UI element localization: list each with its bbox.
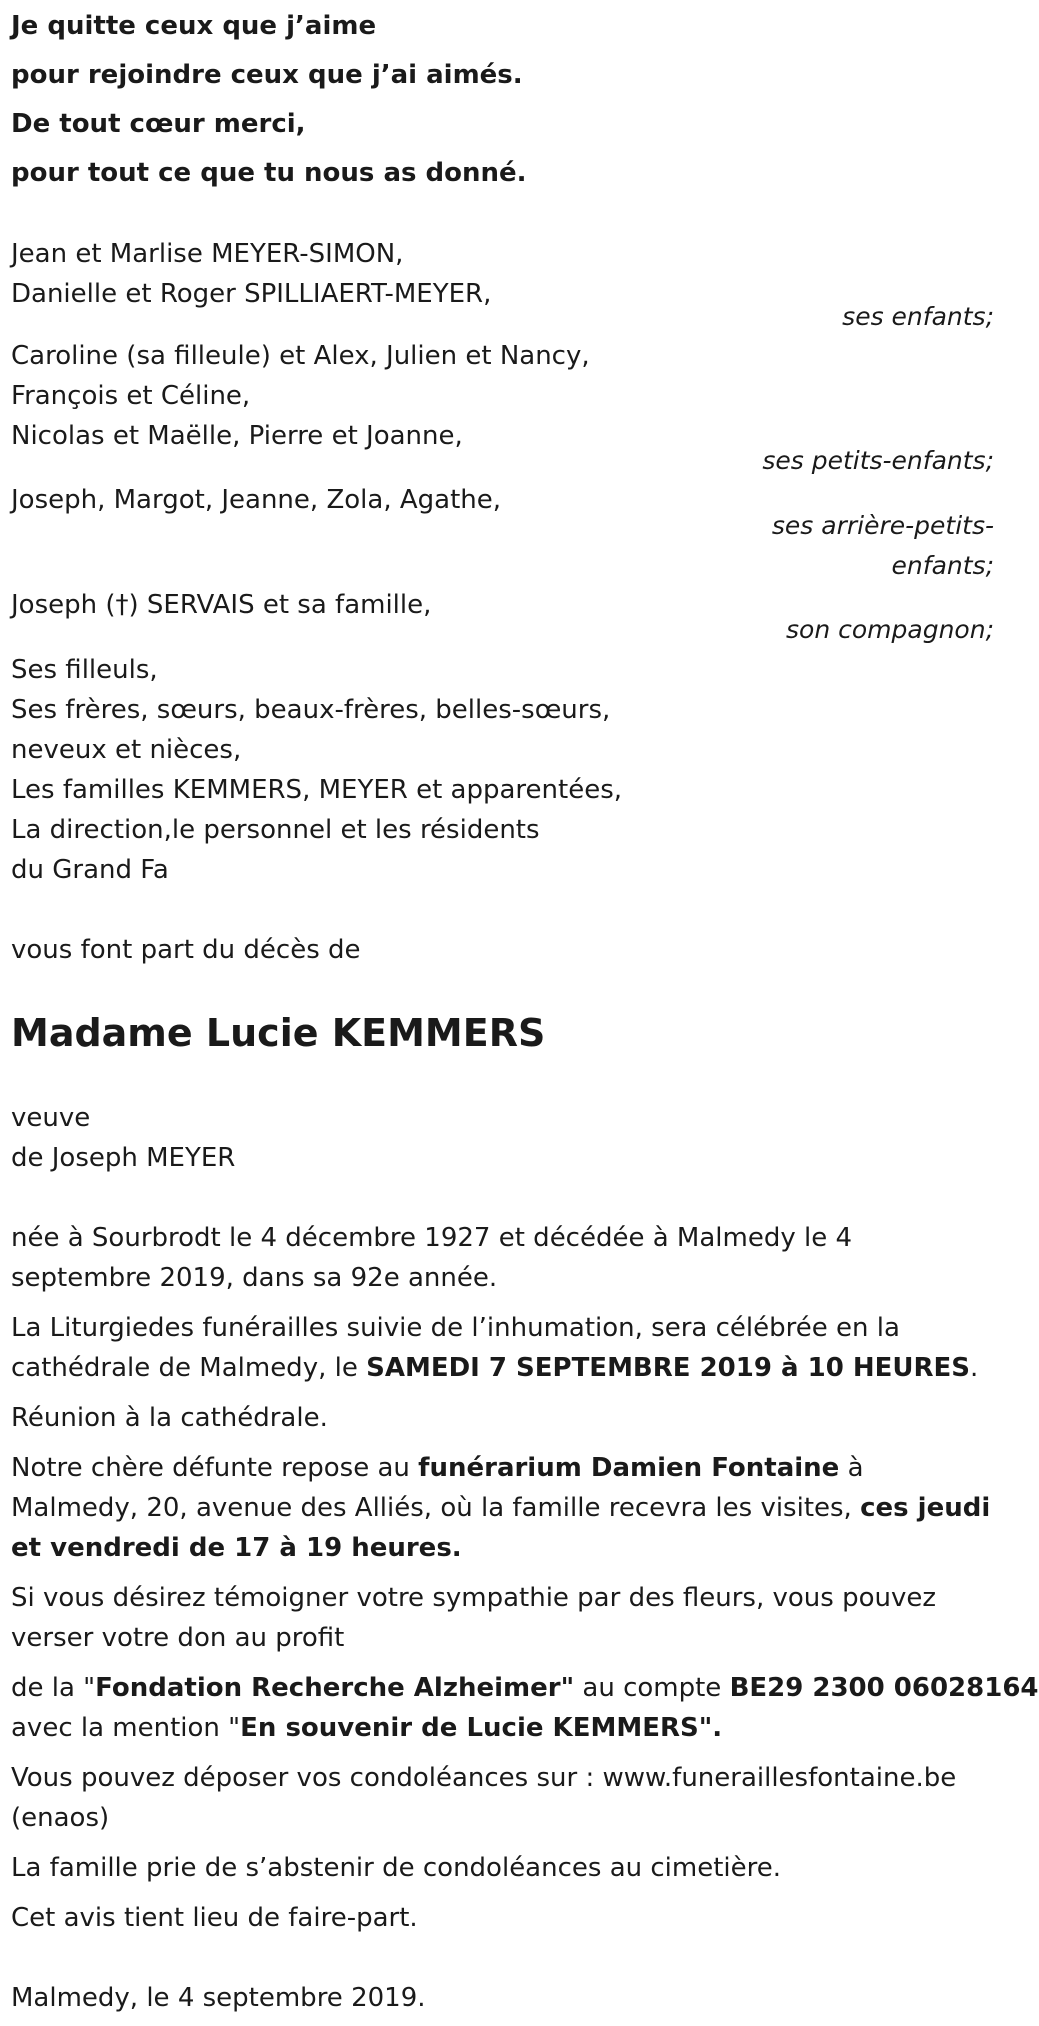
reunion-paragraph: Réunion à la cathédrale. [11, 1403, 328, 1433]
liturgy-text: La Liturgiedes funérailles suivie de l’inhumation, sera célébrée en la cathédrale de Malmedy, le [11, 1313, 900, 1383]
visit-times: ces jeudi et vendredi de 17 à 19 heures. [11, 1493, 991, 1563]
others-line-5: La direction,le personnel et les résidents [11, 815, 540, 845]
grandchildren-relation: ses petits-enfants; [762, 446, 994, 475]
liturgy-end: . [969, 1353, 979, 1383]
children-name-2: Danielle et Roger SPILLIAERT-MEYER, [11, 279, 492, 309]
liturgy-paragraph [11, 1308, 996, 1388]
others-line-6: du Grand Fa [11, 855, 169, 885]
great-grandchildren-names: Joseph, Margot, Jeanne, Zola, Agathe, [11, 485, 502, 515]
liturgy-date: SAMEDI 7 SEPTEMBRE 2019 à 10 HEURES [366, 1353, 970, 1383]
rest-text-1: Notre chère défunte repose au [11, 1453, 419, 1483]
widow-line-2: de Joseph MEYER [11, 1143, 236, 1173]
birth-death-paragraph: née à Sourbrodt le 4 décembre 1927 et décédée à Malmedy le 4 septembre 2019, dans sa 92e année. [11, 1223, 853, 1293]
account-number: BE29 2300 06028164 [729, 1673, 1039, 1703]
fund-text-2: au compte [574, 1673, 730, 1703]
rest-text-2: à Malmedy, 20, avenue des Alliés, où la famille recevra les visites, [11, 1453, 864, 1523]
others-line-1: Ses filleuls, [11, 655, 158, 685]
notice-paragraph: Cet avis tient lieu de faire-part. [11, 1903, 418, 1933]
others-line-3: neveux et nièces, [11, 735, 242, 765]
grandchildren-name-3: Nicolas et Maëlle, Pierre et Joanne, [11, 421, 463, 451]
great-grandchildren-relation-line2: enfants; [891, 551, 994, 580]
rest-paragraph [11, 1448, 996, 1568]
poem-line-4: pour tout ce que tu nous as donné. [11, 158, 527, 188]
deceased-name: Madame Lucie KEMMERS [11, 1011, 546, 1055]
companion-name: Joseph (†) SERVAIS et sa famille, [11, 590, 432, 620]
others-line-4: Les familles KEMMERS, MEYER et apparentées, [11, 775, 623, 805]
companion-relation: son compagnon; [786, 615, 994, 644]
fund-mention: En souvenir de Lucie KEMMERS". [240, 1713, 723, 1743]
others-line-2: Ses frères, sœurs, beaux-frères, belles-sœurs, [11, 695, 611, 725]
widow-line-1: veuve [11, 1103, 91, 1133]
closing-date: Malmedy, le 4 septembre 2019. [11, 1983, 426, 2013]
flowers-paragraph: Si vous désirez témoigner votre sympathie par des fleurs, vous pouvez verser votre don au profit [11, 1583, 936, 1653]
condolences-site-paragraph: Vous pouvez déposer vos condoléances sur : www.funeraillesfontaine.be (enaos) [11, 1763, 957, 1833]
fund-line-2 [11, 1708, 722, 1748]
poem-line-1: Je quitte ceux que j’aime [11, 11, 377, 41]
children-relation: ses enfants; [842, 302, 994, 331]
announcement: vous font part du décès de [11, 935, 361, 965]
grandchildren-name-2: François et Céline, [11, 381, 251, 411]
fund-name: Fondation Recherche Alzheimer" [95, 1673, 575, 1703]
poem-line-2: pour rejoindre ceux que j’ai aimés. [11, 60, 523, 90]
fund-mention-text: avec la mention " [11, 1713, 241, 1743]
funerarium-name: funérarium Damien Fontaine [418, 1453, 840, 1483]
fund-text-1: de la " [11, 1673, 96, 1703]
children-name-1: Jean et Marlise MEYER-SIMON, [11, 239, 404, 269]
abstain-paragraph: La famille prie de s’abstenir de condoléances au cimetière. [11, 1853, 782, 1883]
poem-line-3: De tout cœur merci, [11, 109, 306, 139]
fund-line-1 [11, 1668, 1039, 1708]
grandchildren-name-1: Caroline (sa filleule) et Alex, Julien et Nancy, [11, 341, 590, 371]
great-grandchildren-relation-line1: ses arrière-petits- [771, 511, 994, 540]
